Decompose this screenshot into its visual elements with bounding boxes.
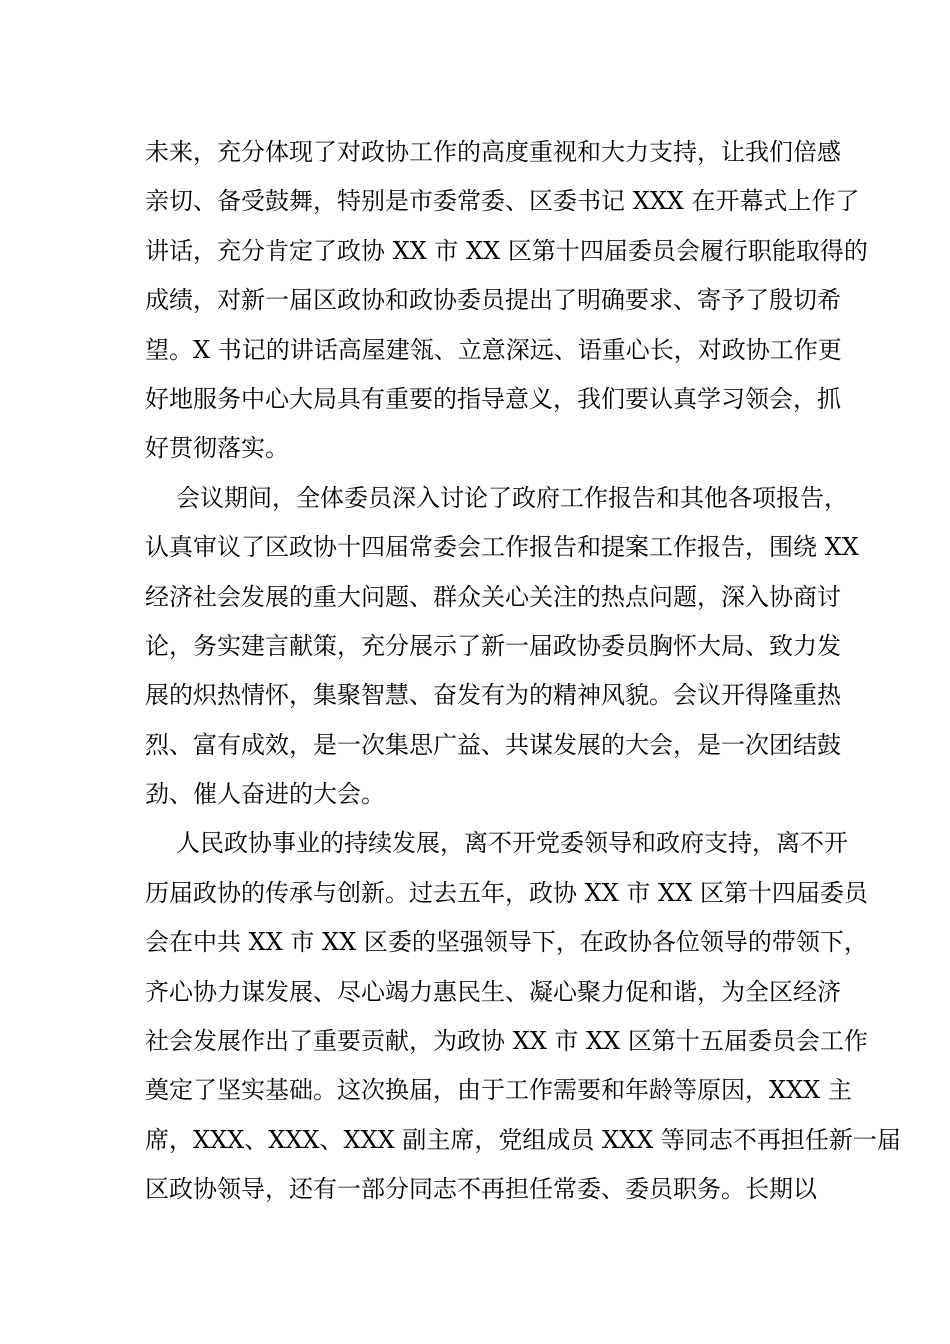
text-line: 好地服务中心大局具有重要的指导意义，我们要认真学习领会，抓 — [145, 384, 841, 413]
paragraph-first-line: 会议期间，全体委员深入讨论了政府工作报告和其他各项报告， — [176, 483, 848, 512]
text-line: 展的炽热情怀，集聚智慧、奋发有为的精神风貌。会议开得隆重热 — [145, 681, 841, 710]
text-line: 成绩，对新一届区政协和政协委员提出了明确要求、寄予了殷切希 — [145, 286, 841, 315]
text-line: 论，务实建言献策，充分展示了新一届政协委员胸怀大局、致力发 — [145, 631, 841, 660]
text-line: 讲话，充分肯定了政协 XX 市 XX 区第十四届委员会履行职能取得的 — [145, 236, 868, 265]
text-line: 历届政协的传承与创新。过去五年，政协 XX 市 XX 区第十四届委员 — [145, 878, 868, 907]
text-line: 认真审议了区政协十四届常委会工作报告和提案工作报告，围绕 XX — [145, 533, 859, 562]
text-line: 社会发展作出了重要贡献，为政协 XX 市 XX 区第十五届委员会工作 — [145, 1027, 868, 1056]
text-line: 席，XXX、XXX、XXX 副主席，党组成员 XXX 等同志不再担任新一届 — [145, 1125, 901, 1154]
paragraph-first-line: 人民政协事业的持续发展，离不开党委领导和政府支持，离不开 — [176, 829, 848, 858]
text-line: 齐心协力谋发展、尽心竭力惠民生、凝心聚力促和谐，为全区经济 — [145, 977, 841, 1006]
text-line: 劲、催人奋进的大会。 — [145, 780, 385, 809]
text-line: 会在中共 XX 市 XX 区委的坚强领导下，在政协各位领导的带领下， — [145, 928, 868, 957]
text-line: 望。X 书记的讲话高屋建瓴、立意深远、语重心长，对政协工作更 — [145, 335, 842, 364]
text-line: 奠定了坚实基础。这次换届，由于工作需要和年龄等原因，XXX 主 — [145, 1076, 852, 1105]
text-line: 好贯彻落实。 — [145, 434, 289, 463]
text-line: 亲切、备受鼓舞，特别是市委常委、区委书记 XXX 在开幕式上作了 — [145, 187, 860, 216]
text-line: 未来，充分体现了对政协工作的高度重视和大力支持，让我们倍感 — [145, 138, 841, 166]
text-line: 烈、富有成效，是一次集思广益、共谋发展的大会，是一次团结鼓 — [145, 730, 841, 759]
document-body — [145, 128, 901, 1215]
text-line: 区政协领导，还有一部分同志不再担任常委、委员职务。长期以 — [145, 1175, 817, 1204]
text-line: 经济社会发展的重大问题、群众关心关注的热点问题，深入协商讨 — [145, 582, 841, 611]
